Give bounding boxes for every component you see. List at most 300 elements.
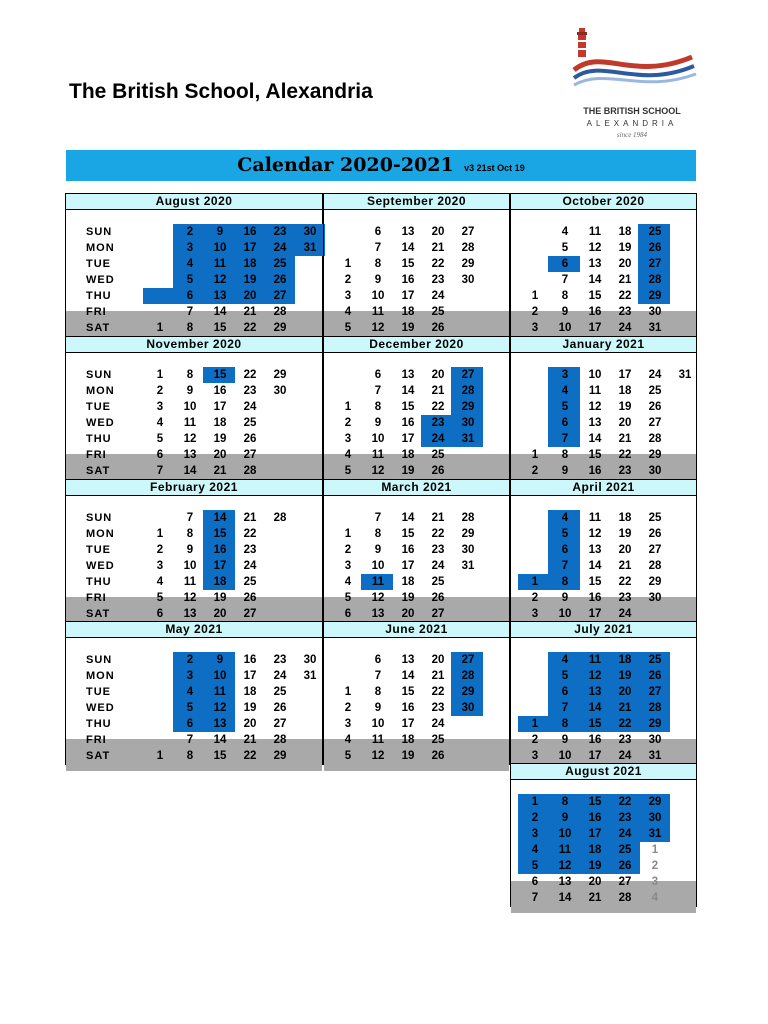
day-number: 29 xyxy=(648,449,662,461)
day-number: 28 xyxy=(461,512,475,524)
day-number: 21 xyxy=(431,385,445,397)
day-label-fri: FRI xyxy=(86,306,107,318)
day-number: 4 xyxy=(651,892,659,904)
banner-version: v3 21st Oct 19 xyxy=(464,163,525,173)
day-number: 14 xyxy=(401,242,415,254)
day-number: 15 xyxy=(588,576,602,588)
day-number: 4 xyxy=(561,226,569,238)
day-number: 13 xyxy=(588,544,602,556)
day-number: 1 xyxy=(531,718,539,730)
day-number: 26 xyxy=(431,322,445,334)
day-number: 19 xyxy=(401,592,415,604)
day-number: 20 xyxy=(588,876,602,888)
day-number: 22 xyxy=(431,401,445,413)
day-number: 19 xyxy=(213,433,227,445)
day-number: 22 xyxy=(243,750,257,762)
day-number: 31 xyxy=(303,670,317,682)
day-number: 6 xyxy=(374,226,382,238)
day-number: 16 xyxy=(588,306,602,318)
day-number: 29 xyxy=(648,718,662,730)
day-number: 10 xyxy=(558,608,572,620)
day-number: 10 xyxy=(371,718,385,730)
day-number: 25 xyxy=(273,258,287,270)
day-number: 30 xyxy=(303,654,317,666)
day-number: 22 xyxy=(618,796,632,808)
month-header: August 2020 xyxy=(65,193,323,210)
day-number: 27 xyxy=(648,544,662,556)
day-number: 7 xyxy=(561,433,569,445)
logo-line1: THE BRITISH SCHOOL xyxy=(583,106,681,116)
day-number: 18 xyxy=(618,385,632,397)
day-number: 18 xyxy=(401,306,415,318)
day-number: 27 xyxy=(243,608,257,620)
day-number: 22 xyxy=(243,369,257,381)
day-number: 9 xyxy=(186,385,194,397)
day-number: 18 xyxy=(618,226,632,238)
day-number: 23 xyxy=(431,544,445,556)
day-number: 27 xyxy=(243,449,257,461)
day-number: 14 xyxy=(213,512,227,524)
month-header: August 2021 xyxy=(510,763,697,780)
day-number: 4 xyxy=(156,417,164,429)
day-number: 6 xyxy=(561,258,569,270)
day-number: 8 xyxy=(374,401,382,413)
day-number: 21 xyxy=(618,274,632,286)
day-number: 24 xyxy=(618,608,632,620)
day-number: 18 xyxy=(401,449,415,461)
day-number: 16 xyxy=(243,654,257,666)
day-number: 18 xyxy=(401,734,415,746)
day-number: 9 xyxy=(216,654,224,666)
day-number: 17 xyxy=(588,828,602,840)
day-number: 18 xyxy=(588,844,602,856)
day-label-mon: MON xyxy=(86,528,115,540)
day-number: 30 xyxy=(273,385,287,397)
day-number: 19 xyxy=(213,592,227,604)
day-number: 23 xyxy=(273,654,287,666)
day-number: 20 xyxy=(618,686,632,698)
day-number: 26 xyxy=(648,670,662,682)
day-number: 5 xyxy=(561,528,569,540)
day-number: 12 xyxy=(588,528,602,540)
day-number: 28 xyxy=(273,512,287,524)
day-number: 6 xyxy=(156,449,164,461)
day-number: 26 xyxy=(648,528,662,540)
day-number: 8 xyxy=(186,750,194,762)
month-header: September 2020 xyxy=(323,193,510,210)
day-number: 12 xyxy=(588,670,602,682)
day-number: 23 xyxy=(243,544,257,556)
day-number: 15 xyxy=(213,750,227,762)
day-label-sun: SUN xyxy=(86,512,113,524)
day-label-sun: SUN xyxy=(86,654,113,666)
day-number: 27 xyxy=(461,226,475,238)
day-number: 26 xyxy=(648,242,662,254)
day-number: 1 xyxy=(156,750,164,762)
day-number: 22 xyxy=(618,290,632,302)
day-number: 21 xyxy=(243,306,257,318)
day-number: 15 xyxy=(213,369,227,381)
day-number: 4 xyxy=(531,844,539,856)
day-number: 1 xyxy=(156,369,164,381)
day-number: 14 xyxy=(183,465,197,477)
day-number: 7 xyxy=(156,465,164,477)
day-number: 3 xyxy=(531,750,539,762)
day-label-sat: SAT xyxy=(86,750,111,762)
day-number: 5 xyxy=(344,592,352,604)
day-number: 7 xyxy=(186,512,194,524)
day-number: 28 xyxy=(618,892,632,904)
day-number: 11 xyxy=(588,385,602,397)
day-number: 12 xyxy=(588,242,602,254)
day-number: 23 xyxy=(618,734,632,746)
day-number: 17 xyxy=(401,560,415,572)
day-number: 5 xyxy=(186,702,194,714)
school-title: The British School, Alexandria xyxy=(69,80,373,103)
day-number: 23 xyxy=(618,306,632,318)
day-number: 27 xyxy=(648,686,662,698)
day-number: 24 xyxy=(273,242,287,254)
day-number: 26 xyxy=(243,592,257,604)
month-header: June 2021 xyxy=(323,621,510,638)
day-number: 26 xyxy=(431,750,445,762)
day-number: 12 xyxy=(588,401,602,413)
day-number: 22 xyxy=(618,449,632,461)
day-label-thu: THU xyxy=(86,290,112,302)
day-number: 10 xyxy=(183,401,197,413)
day-number: 28 xyxy=(243,465,257,477)
day-number: 4 xyxy=(344,449,352,461)
day-number: 23 xyxy=(618,465,632,477)
day-number: 27 xyxy=(648,417,662,429)
day-number: 24 xyxy=(618,828,632,840)
day-number: 17 xyxy=(401,718,415,730)
logo-line3: since 1984 xyxy=(616,131,648,139)
day-number: 3 xyxy=(531,608,539,620)
day-label-sun: SUN xyxy=(86,226,113,238)
month-header: January 2021 xyxy=(510,336,697,353)
day-number: 21 xyxy=(243,512,257,524)
day-number: 16 xyxy=(401,544,415,556)
day-number: 14 xyxy=(401,670,415,682)
day-number: 13 xyxy=(183,449,197,461)
day-number: 26 xyxy=(273,702,287,714)
day-label-fri: FRI xyxy=(86,449,107,461)
day-number: 2 xyxy=(531,592,539,604)
day-label-tue: TUE xyxy=(86,686,111,698)
day-number: 9 xyxy=(186,544,194,556)
day-number: 30 xyxy=(461,417,475,429)
day-number: 29 xyxy=(648,290,662,302)
day-number: 18 xyxy=(618,654,632,666)
day-number: 24 xyxy=(431,718,445,730)
day-number: 25 xyxy=(273,686,287,698)
day-number: 16 xyxy=(401,702,415,714)
day-number: 31 xyxy=(648,750,662,762)
day-number: 17 xyxy=(401,290,415,302)
day-number: 25 xyxy=(243,417,257,429)
day-number: 28 xyxy=(648,274,662,286)
day-label-wed: WED xyxy=(86,560,115,572)
day-number: 22 xyxy=(431,686,445,698)
day-label-wed: WED xyxy=(86,274,115,286)
day-number: 31 xyxy=(461,560,475,572)
day-number: 15 xyxy=(213,528,227,540)
day-number: 20 xyxy=(213,449,227,461)
day-number: 19 xyxy=(401,465,415,477)
day-label-thu: THU xyxy=(86,718,112,730)
day-number: 10 xyxy=(558,750,572,762)
day-number: 3 xyxy=(531,828,539,840)
day-number: 20 xyxy=(401,608,415,620)
day-number: 13 xyxy=(183,608,197,620)
day-number: 10 xyxy=(558,828,572,840)
day-number: 29 xyxy=(461,528,475,540)
day-number: 13 xyxy=(588,686,602,698)
day-number: 29 xyxy=(461,686,475,698)
day-label-mon: MON xyxy=(86,385,115,397)
day-number: 7 xyxy=(374,385,382,397)
day-number: 18 xyxy=(401,576,415,588)
day-number: 24 xyxy=(431,433,445,445)
day-number: 12 xyxy=(371,592,385,604)
day-number: 22 xyxy=(431,258,445,270)
day-number: 2 xyxy=(344,544,352,556)
day-number: 2 xyxy=(651,860,659,872)
day-number: 26 xyxy=(431,592,445,604)
day-number: 21 xyxy=(431,512,445,524)
day-number: 11 xyxy=(371,734,385,746)
day-number: 10 xyxy=(371,290,385,302)
day-number: 23 xyxy=(618,592,632,604)
day-number: 15 xyxy=(213,322,227,334)
day-number: 15 xyxy=(401,528,415,540)
day-number: 25 xyxy=(648,512,662,524)
day-number: 5 xyxy=(186,274,194,286)
day-number: 9 xyxy=(216,226,224,238)
day-number: 7 xyxy=(186,734,194,746)
day-number: 2 xyxy=(531,812,539,824)
day-number: 8 xyxy=(561,290,569,302)
day-number: 23 xyxy=(431,417,445,429)
day-number: 10 xyxy=(371,560,385,572)
day-number: 27 xyxy=(431,608,445,620)
day-number: 15 xyxy=(588,718,602,730)
day-number: 5 xyxy=(344,750,352,762)
day-number: 30 xyxy=(648,592,662,604)
day-number: 21 xyxy=(243,734,257,746)
day-number: 29 xyxy=(461,401,475,413)
day-number: 24 xyxy=(273,670,287,682)
day-number: 1 xyxy=(531,290,539,302)
day-number: 6 xyxy=(374,654,382,666)
day-number: 25 xyxy=(648,654,662,666)
day-number: 24 xyxy=(243,560,257,572)
day-number: 20 xyxy=(431,654,445,666)
day-number: 5 xyxy=(344,322,352,334)
day-number: 21 xyxy=(431,670,445,682)
day-number: 7 xyxy=(374,670,382,682)
day-number: 18 xyxy=(213,576,227,588)
day-number: 25 xyxy=(618,844,632,856)
day-number: 7 xyxy=(374,512,382,524)
day-number: 4 xyxy=(186,258,194,270)
day-number: 14 xyxy=(588,702,602,714)
day-number: 13 xyxy=(588,417,602,429)
day-number: 6 xyxy=(186,718,194,730)
day-number: 30 xyxy=(461,702,475,714)
day-number: 28 xyxy=(461,385,475,397)
day-number: 7 xyxy=(561,560,569,572)
day-number: 29 xyxy=(461,258,475,270)
day-number: 5 xyxy=(561,242,569,254)
day-number: 28 xyxy=(461,670,475,682)
day-number: 25 xyxy=(648,226,662,238)
day-number: 8 xyxy=(374,258,382,270)
day-number: 28 xyxy=(273,306,287,318)
day-number: 11 xyxy=(183,417,197,429)
month-header: October 2020 xyxy=(510,193,697,210)
day-number: 11 xyxy=(371,306,385,318)
day-number: 6 xyxy=(531,876,539,888)
day-number: 8 xyxy=(374,528,382,540)
day-number: 31 xyxy=(648,322,662,334)
day-label-wed: WED xyxy=(86,702,115,714)
day-number: 4 xyxy=(561,385,569,397)
day-number: 30 xyxy=(303,226,317,238)
day-number: 2 xyxy=(531,306,539,318)
month-header: March 2021 xyxy=(323,479,510,496)
day-number: 8 xyxy=(374,686,382,698)
day-number: 5 xyxy=(561,401,569,413)
highlighted-day xyxy=(143,288,175,304)
day-number: 15 xyxy=(401,686,415,698)
day-number: 26 xyxy=(618,860,632,872)
month-header: May 2021 xyxy=(65,621,323,638)
day-number: 21 xyxy=(588,892,602,904)
day-number: 9 xyxy=(374,274,382,286)
day-number: 21 xyxy=(618,702,632,714)
day-number: 15 xyxy=(588,449,602,461)
day-number: 15 xyxy=(588,290,602,302)
day-number: 20 xyxy=(618,417,632,429)
day-number: 6 xyxy=(186,290,194,302)
day-number: 29 xyxy=(273,369,287,381)
day-number: 14 xyxy=(588,560,602,572)
day-number: 1 xyxy=(531,576,539,588)
day-number: 11 xyxy=(588,512,602,524)
day-label-sat: SAT xyxy=(86,322,111,334)
day-number: 9 xyxy=(561,734,569,746)
day-number: 7 xyxy=(186,306,194,318)
day-number: 3 xyxy=(344,290,352,302)
day-number: 25 xyxy=(431,449,445,461)
day-number: 14 xyxy=(588,274,602,286)
day-label-tue: TUE xyxy=(86,258,111,270)
day-number: 4 xyxy=(156,576,164,588)
day-number: 12 xyxy=(183,592,197,604)
day-number: 30 xyxy=(648,812,662,824)
day-number: 11 xyxy=(588,226,602,238)
day-number: 1 xyxy=(651,844,659,856)
day-number: 28 xyxy=(273,734,287,746)
day-number: 11 xyxy=(588,654,602,666)
day-number: 17 xyxy=(588,322,602,334)
day-number: 27 xyxy=(648,258,662,270)
day-number: 26 xyxy=(431,465,445,477)
day-number: 17 xyxy=(243,242,257,254)
day-number: 11 xyxy=(558,844,572,856)
day-number: 24 xyxy=(431,560,445,572)
day-number: 4 xyxy=(561,512,569,524)
day-number: 5 xyxy=(344,465,352,477)
day-number: 11 xyxy=(371,449,385,461)
day-number: 31 xyxy=(678,369,692,381)
day-number: 25 xyxy=(648,385,662,397)
day-number: 14 xyxy=(213,306,227,318)
day-number: 28 xyxy=(461,242,475,254)
day-number: 18 xyxy=(618,512,632,524)
day-number: 31 xyxy=(303,242,317,254)
day-label-tue: TUE xyxy=(86,544,111,556)
day-number: 2 xyxy=(156,544,164,556)
day-number: 14 xyxy=(401,512,415,524)
day-number: 2 xyxy=(531,734,539,746)
day-number: 11 xyxy=(213,686,227,698)
day-number: 27 xyxy=(273,718,287,730)
day-number: 24 xyxy=(618,322,632,334)
day-number: 16 xyxy=(243,226,257,238)
day-label-sat: SAT xyxy=(86,608,111,620)
day-number: 2 xyxy=(186,226,194,238)
day-number: 12 xyxy=(213,274,227,286)
day-number: 6 xyxy=(344,608,352,620)
day-number: 19 xyxy=(618,401,632,413)
day-number: 20 xyxy=(431,226,445,238)
day-number: 9 xyxy=(561,306,569,318)
day-number: 19 xyxy=(401,750,415,762)
day-number: 25 xyxy=(431,734,445,746)
day-number: 17 xyxy=(213,560,227,572)
day-number: 17 xyxy=(401,433,415,445)
day-number: 4 xyxy=(344,576,352,588)
day-number: 16 xyxy=(213,544,227,556)
day-number: 20 xyxy=(243,290,257,302)
day-number: 12 xyxy=(371,322,385,334)
logo-line2: ALEXANDRIA xyxy=(586,119,678,128)
day-number: 13 xyxy=(213,290,227,302)
day-number: 11 xyxy=(371,576,385,588)
month-header: November 2020 xyxy=(65,336,323,353)
day-number: 10 xyxy=(183,560,197,572)
day-number: 30 xyxy=(648,465,662,477)
day-number: 16 xyxy=(401,417,415,429)
day-number: 14 xyxy=(588,433,602,445)
month-header: December 2020 xyxy=(323,336,510,353)
day-number: 29 xyxy=(273,322,287,334)
day-number: 15 xyxy=(401,401,415,413)
day-number: 20 xyxy=(431,369,445,381)
day-number: 13 xyxy=(213,718,227,730)
day-number: 19 xyxy=(243,702,257,714)
day-number: 19 xyxy=(588,860,602,872)
day-number: 16 xyxy=(588,592,602,604)
day-number: 16 xyxy=(588,812,602,824)
day-number: 4 xyxy=(561,654,569,666)
day-number: 25 xyxy=(431,306,445,318)
day-number: 30 xyxy=(648,306,662,318)
day-number: 9 xyxy=(374,417,382,429)
